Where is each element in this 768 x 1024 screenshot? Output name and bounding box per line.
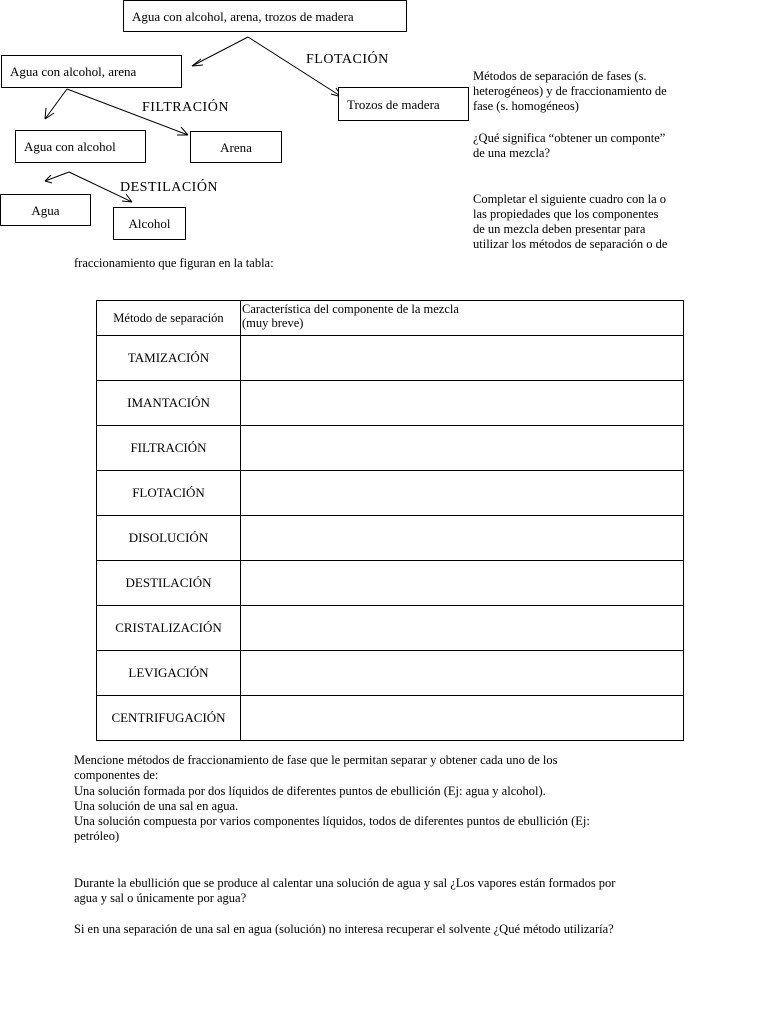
method-cell: DISOLUCIÓN: [97, 516, 241, 561]
header-method: Método de separación: [97, 301, 241, 336]
question-1-line5: Una solución compuesta por varios componentes líquidos, todos de diferentes puntos de ebullición (Ej:: [74, 814, 590, 829]
side-p1-line3: fase (s. homogéneos): [473, 99, 579, 113]
diagram-level2-left-label: Agua con alcohol: [24, 139, 116, 154]
answer-cell[interactable]: [241, 381, 684, 426]
method-cell: TAMIZACIÓN: [97, 336, 241, 381]
question-1: [74, 753, 694, 845]
header-characteristic-line2: (muy breve): [242, 316, 304, 330]
diagram-level2-right-label: Arena: [220, 139, 252, 155]
table-row: [97, 426, 684, 471]
question-1-line2: componentes de:: [74, 768, 159, 783]
table-row: [97, 516, 684, 561]
table-row: [97, 606, 684, 651]
side-p3-line5: fraccionamiento que figuran en la tabla:: [74, 256, 274, 270]
answer-cell[interactable]: [241, 516, 684, 561]
diagram-level3-left-label: Agua: [31, 202, 60, 218]
question-1-line3: Una solución formada por dos líquidos de diferentes puntos de ebullición (Ej: agua y alcohol).: [74, 783, 546, 798]
method-cell: IMANTACIÓN: [97, 381, 241, 426]
question-1-line6: petróleo): [74, 829, 120, 844]
diagram-level2-right-box: [190, 131, 282, 163]
side-paragraph-instructions: [473, 192, 763, 252]
diagram-level1-right-label: Trozos de madera: [347, 96, 440, 112]
side-p2-line2: de una mezcla?: [473, 146, 551, 160]
side-p2-line1: ¿Qué significa “obtener un componte”: [473, 131, 666, 145]
method-cell: LEVIGACIÓN: [97, 651, 241, 696]
answer-cell[interactable]: [241, 471, 684, 516]
diagram-root-label: Agua con alcohol, arena, trozos de madera: [132, 8, 354, 24]
answer-cell[interactable]: [241, 336, 684, 381]
question-1-line4: Una solución de una sal en agua.: [74, 798, 239, 813]
side-p3-line4: utilizar los métodos de separación o de: [473, 237, 668, 251]
side-paragraph-methods: [473, 69, 763, 114]
diagram-step-destilacion: DESTILACIÓN: [120, 180, 219, 195]
table-row: [97, 561, 684, 606]
side-p3-line2: las propiedades que los componentes: [473, 207, 659, 221]
diagram-level3-left-box: [0, 194, 91, 226]
table-row: [97, 381, 684, 426]
side-p1-line1: Métodos de separación de fases (s.: [473, 69, 647, 83]
answer-cell[interactable]: [241, 696, 684, 741]
diagram-level3-right-label: Alcohol: [128, 216, 171, 231]
header-characteristic-line1: Característica del componente de la mezcla: [242, 302, 459, 316]
header-characteristic: [241, 301, 684, 336]
question-1-line1: Mencione métodos de fraccionamiento de fase que le permitan separar y obtener cada uno de los: [74, 753, 558, 767]
diagram-step-filtracion: FILTRACIÓN: [142, 100, 229, 115]
method-cell: FLOTACIÓN: [97, 471, 241, 516]
question-3-line1: Si en una separación de una sal en agua (solución) no interesa recuperar el solvente ¿Qué método utilizaría?: [74, 922, 614, 936]
answer-cell[interactable]: [241, 606, 684, 651]
table-row: [97, 336, 684, 381]
side-p1-line2: heterogéneos) y de fraccionamiento de: [473, 84, 667, 98]
table-row: [97, 696, 684, 741]
question-2: [74, 876, 694, 907]
method-cell: CENTRIFUGACIÓN: [97, 696, 241, 741]
method-cell: CRISTALIZACIÓN: [97, 606, 241, 651]
table-row: [97, 651, 684, 696]
diagram-level2-left-box: [15, 130, 146, 163]
methods-table: [96, 300, 684, 741]
answer-cell[interactable]: [241, 561, 684, 606]
diagram-level1-left-label: Agua con alcohol, arena: [10, 64, 137, 79]
diagram-level1-right-box: [338, 87, 469, 121]
side-p3-line1: Completar el siguiente cuadro con la o: [473, 192, 666, 206]
table-header-row: [97, 301, 684, 336]
question-2-line1: Durante la ebullición que se produce al calentar una solución de agua y sal ¿Los vapores están formados por: [74, 876, 616, 890]
question-3: [74, 922, 694, 937]
diagram-step-flotacion: FLOTACIÓN: [306, 52, 389, 67]
table-row: [97, 471, 684, 516]
diagram-root-box: [123, 0, 407, 32]
question-2-line2: agua y sal o únicamente por agua?: [74, 891, 247, 906]
diagram-level3-right-box: [113, 207, 186, 240]
answer-cell[interactable]: [241, 426, 684, 471]
method-cell: FILTRACIÓN: [97, 426, 241, 471]
answer-cell[interactable]: [241, 651, 684, 696]
side-p3-line3: de un mezcla deben presentar para: [473, 222, 646, 236]
method-cell: DESTILACIÓN: [97, 561, 241, 606]
side-paragraph-question: [473, 131, 763, 161]
diagram-level1-left-box: [1, 55, 182, 88]
